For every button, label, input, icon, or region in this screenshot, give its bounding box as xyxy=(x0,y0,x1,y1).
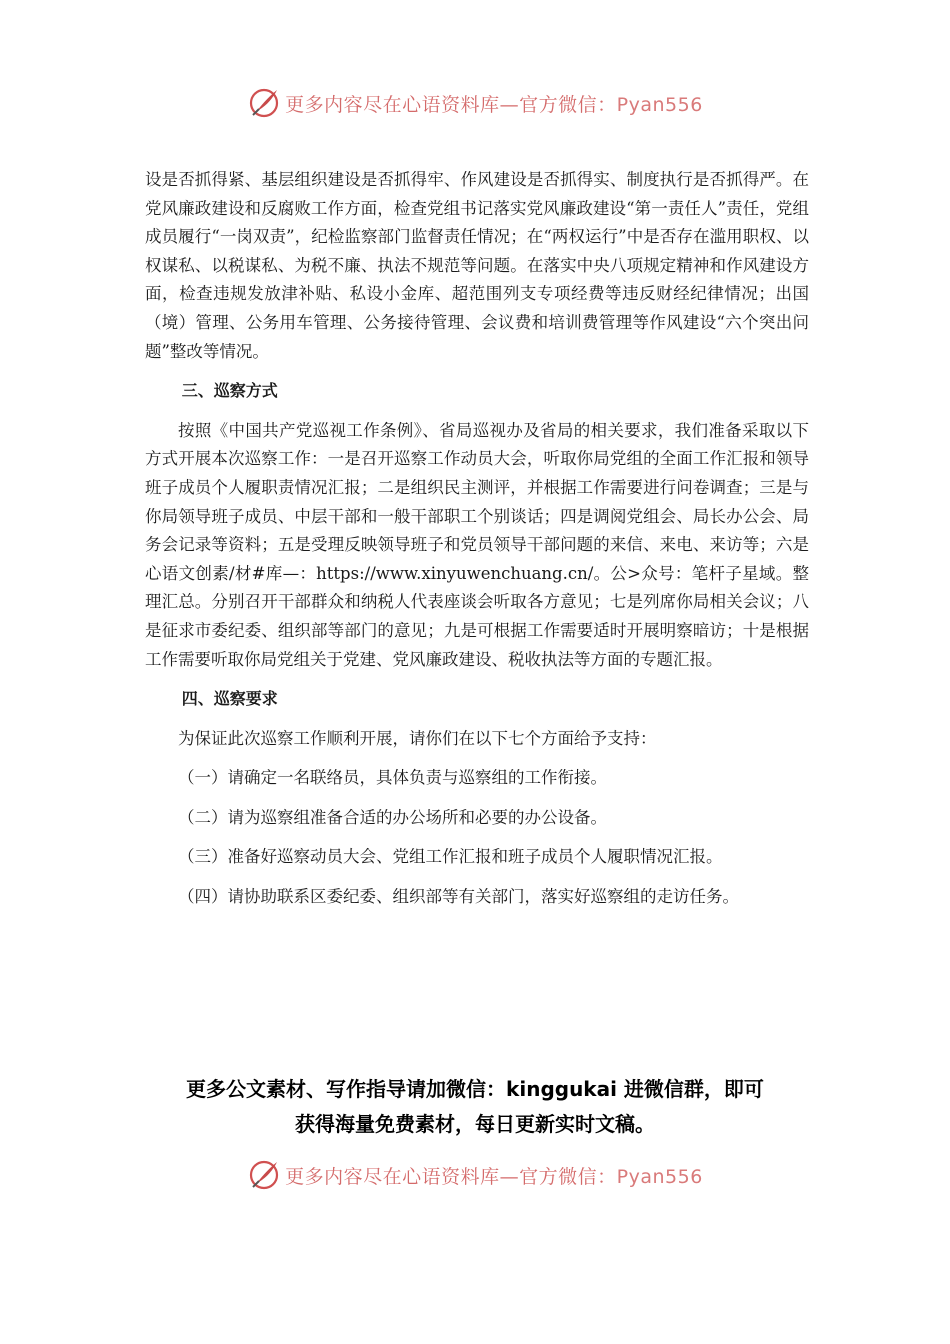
quill-logo-icon xyxy=(247,1158,281,1192)
requirement-item: （四）请协助联系区委纪委、组织部等有关部门，落实好巡察组的走访任务。 xyxy=(178,887,739,907)
requirement-item: （三）准备好巡察动员大会、党组工作汇报和班子成员个人履职情况汇报。 xyxy=(178,847,723,867)
requirement-item: （二）请为巡察组准备合适的办公场所和必要的办公设备。 xyxy=(178,807,607,827)
section-4-intro: 为保证此次巡察工作顺利开展，请你们在以下七个方面给予支持： xyxy=(178,728,657,748)
banner-wechat-id: Pyan556 xyxy=(616,1165,703,1188)
quill-logo-icon xyxy=(247,86,281,120)
banner-title: 更多内容尽在心语资料库—官方微信： xyxy=(285,1165,617,1188)
footer-banner xyxy=(0,1155,950,1195)
document-body xyxy=(145,166,809,912)
footer-note-line1: 更多公文素材、写作指导请加微信：kinggukai 进微信群，即可 xyxy=(186,1077,764,1101)
footer-note xyxy=(100,1072,850,1142)
banner-title: 更多内容尽在心语资料库—官方微信： xyxy=(285,93,617,116)
section-heading-3: 三、巡察方式 xyxy=(181,381,278,401)
banner-text xyxy=(285,1162,703,1189)
header-banner xyxy=(0,83,950,123)
banner-text xyxy=(285,90,703,117)
banner-wechat-id: Pyan556 xyxy=(616,93,703,116)
section-heading-4: 四、巡察要求 xyxy=(181,689,278,709)
requirement-item: （一）请确定一名联络员，具体负责与巡察组的工作衔接。 xyxy=(178,768,607,788)
footer-note-line2: 获得海量免费素材，每日更新实时文稿。 xyxy=(295,1112,655,1136)
section-3-paragraph: 按照《中国共产党巡视工作条例》、省局巡视办及省局的相关要求，我们准备采取以下方式开展本次巡察工作：一是召开巡察工作动员大会，听取你局党组的全面工作汇报和领导班子成员个人履职责情况汇报；二是组织民主测评，并根据工作需要进行问卷调查；三是与你局领导班子成员、中层干部和一般干部职工个别谈话；四是调阅党组会、局长办公会、局务会记录等资料；五是受理反映领导班子和党员领导干部问题的来信、来电、来访等；六是心语文创素/材#库—：https://www.xinyuwenchuang.cn/。公>众号：笔杆子星域。整理汇总。分别召开干部群众和纳税人代表座谈会听取各方意见；七是列席你局相关会议；八是征求市委纪委、组织部等部门的意见；九是可根据工作需要适时开展明察暗访；十是根据工作需要听取你局党组关于党建、党风廉政建设、税收执法等方面的专题汇报。 xyxy=(145,420,809,669)
intro-paragraph: 设是否抓得紧、基层组织建设是否抓得牢、作风建设是否抓得实、制度执行是否抓得严。在党风廉政建设和反腐败工作方面，检查党组书记落实党风廉政建设“第一责任人”责任，党组成员履行“一岗双责”，纪检监察部门监督责任情况；在“两权运行”中是否存在滥用职权、以权谋私、以税谋私、为税不廉、执法不规范等问题。在落实中央八项规定精神和作风建设方面，检查违规发放津补贴、私设小金库、超范围列支专项经费等违反财经纪律情况；出国（境）管理、公务用车管理、公务接待管理、会议费和培训费管理等作风建设“六个突出问题”整改等情况。 xyxy=(145,170,809,361)
